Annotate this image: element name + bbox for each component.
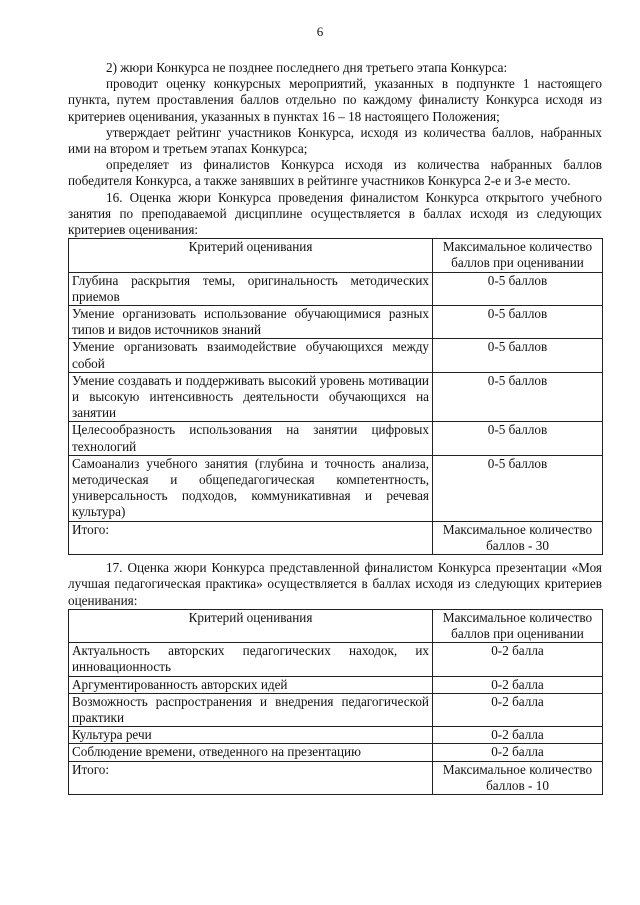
criterion-cell: Умение организовать взаимодействие обучающихся между собой xyxy=(69,339,433,372)
criteria-table-lesson xyxy=(68,238,603,555)
criterion-cell: Соблюдение времени, отведенного на презентацию xyxy=(69,744,433,761)
duty-item-2: утверждает рейтинг участников Конкурса, исходя из количества баллов, набранных ими на втором и третьем этапах Конкурса; xyxy=(68,124,602,157)
table-row xyxy=(69,693,603,726)
header-max-score: Максимальное количество баллов при оценивании xyxy=(433,609,603,642)
table-row xyxy=(69,455,603,521)
header-max-score: Максимальное количество баллов при оценивании xyxy=(433,239,603,272)
table-header-row xyxy=(69,239,603,272)
score-cell: 0-5 баллов xyxy=(433,372,603,422)
table-row xyxy=(69,744,603,761)
table-row xyxy=(69,372,603,422)
document-body xyxy=(68,60,602,795)
total-label: Итого: xyxy=(69,761,433,794)
total-label: Итого: xyxy=(69,521,433,554)
table-row xyxy=(69,422,603,455)
score-cell: 0-5 баллов xyxy=(433,339,603,372)
header-criterion: Критерий оценивания xyxy=(69,239,433,272)
score-cell: 0-2 балла xyxy=(433,693,603,726)
table-row xyxy=(69,272,603,305)
table-total-row xyxy=(69,761,603,794)
score-cell: 0-5 баллов xyxy=(433,422,603,455)
criterion-cell: Культура речи xyxy=(69,727,433,744)
table-row xyxy=(69,727,603,744)
score-cell: 0-2 балла xyxy=(433,744,603,761)
criterion-cell: Глубина раскрытия темы, оригинальность методических приемов xyxy=(69,272,433,305)
score-cell: 0-5 баллов xyxy=(433,306,603,339)
criterion-cell: Аргументированность авторских идей xyxy=(69,676,433,693)
table-row xyxy=(69,339,603,372)
criterion-cell: Умение организовать использование обучающимися разных типов и видов источников знаний xyxy=(69,306,433,339)
criterion-cell: Возможность распространения и внедрения педагогической практики xyxy=(69,693,433,726)
criterion-cell: Актуальность авторских педагогических находок, их инновационность xyxy=(69,643,433,676)
table-total-row xyxy=(69,521,603,554)
table-row xyxy=(69,676,603,693)
section-2-intro: 2) жюри Конкурса не позднее последнего дня третьего этапа Конкурса: xyxy=(106,60,508,75)
total-value: Максимальное количество баллов - 10 xyxy=(433,761,603,794)
duty-item-1: проводит оценку конкурсных мероприятий, указанных в подпункте 1 настоящего пункта, путем проставления баллов отдельно по каждому финалисту Конкурса исходя из критериев оценивания, указанных в пунктах 16 – 18 настоящего Положения; xyxy=(68,76,602,124)
table-header-row xyxy=(69,609,603,642)
header-criterion: Критерий оценивания xyxy=(69,609,433,642)
criteria-table-presentation xyxy=(68,609,603,795)
table-row xyxy=(69,306,603,339)
criterion-cell: Целесообразность использования на занятии цифровых технологий xyxy=(69,422,433,455)
total-value: Максимальное количество баллов - 30 xyxy=(433,521,603,554)
score-cell: 0-2 балла xyxy=(433,643,603,676)
clause-17-text: 17. Оценка жюри Конкурса представленной финалистом Конкурса презентации «Моя лучшая педагогическая практика» осуществляется в баллах исходя из следующих критериев оценивания: xyxy=(68,560,602,608)
score-cell: 0-5 баллов xyxy=(433,272,603,305)
score-cell: 0-2 балла xyxy=(433,676,603,693)
table-row xyxy=(69,643,603,676)
clause-16-text: 16. Оценка жюри Конкурса проведения финалистом Конкурса открытого учебного занятия по преподаваемой дисциплине осуществляется в баллах исходя из следующих критериев оценивания: xyxy=(68,189,602,238)
score-cell: 0-5 баллов xyxy=(433,455,603,521)
criterion-cell: Самоанализ учебного занятия (глубина и точность анализа, методическая и общепедагогическая компетентность, универсальность подходов, коммуникативная и речевая культура) xyxy=(69,455,433,521)
score-cell: 0-2 балла xyxy=(433,727,603,744)
criterion-cell: Умение создавать и поддерживать высокий уровень мотивации и высокую интенсивность деятельности обучающихся на занятии xyxy=(69,372,433,422)
page-number: 6 xyxy=(316,24,324,39)
duty-item-3: определяет из финалистов Конкурса исходя из количества набранных баллов победителя Конкурса, а также занявших в рейтинге участников Конкурса 2-е и 3-е место. xyxy=(68,157,602,189)
